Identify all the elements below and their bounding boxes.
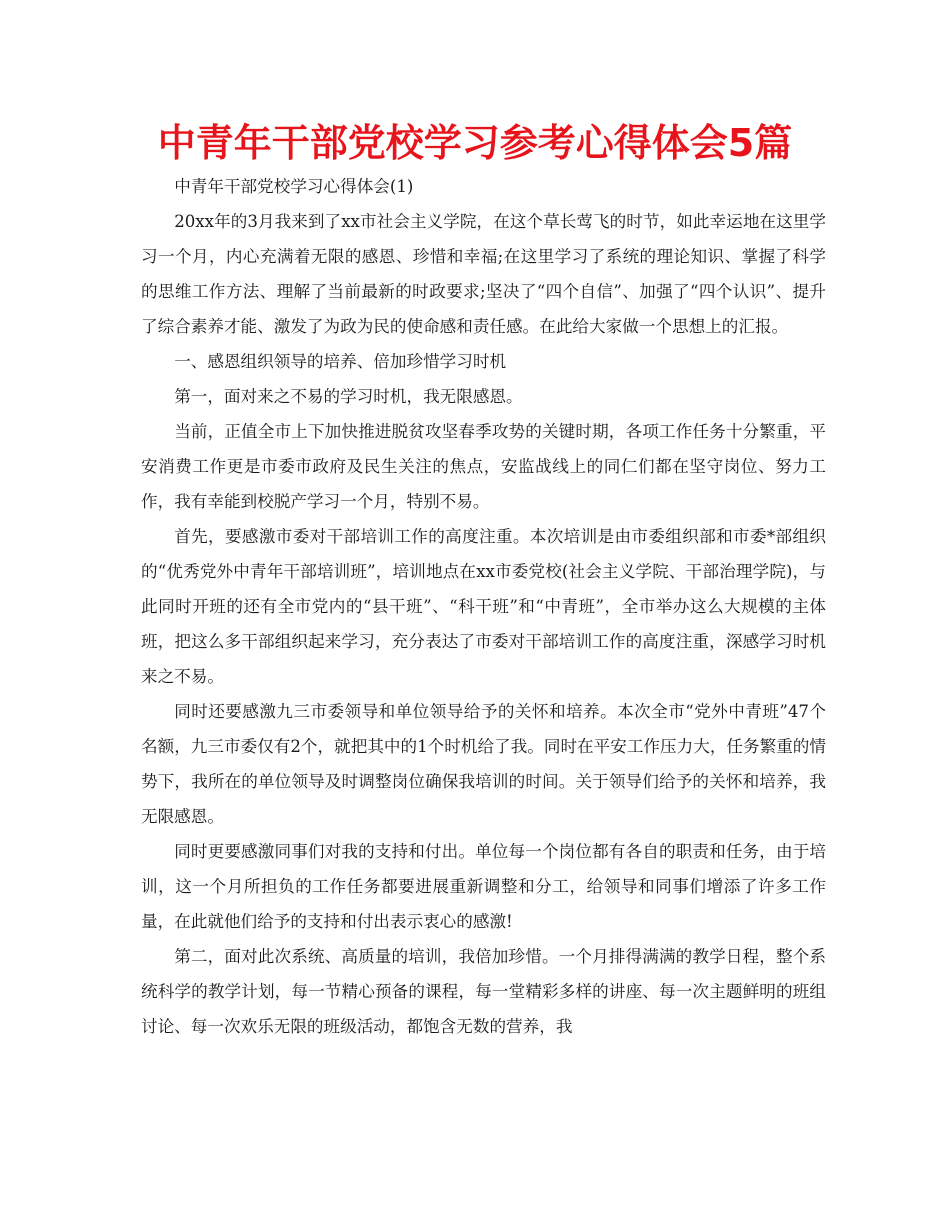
paragraph: 20xx年的3月我来到了xx市社会主义学院，在这个草长莺飞的时节，如此幸运地在这里学习一个月，内心充满着无限的感恩、珍惜和幸福;在这里学习了系统的理论知识、掌握了科学的思维工作方法、理解了当前最新的时政要求;坚决了“四个自信”、加强了“四个认识”、提升了综合素养才能、激发了为政为民的使命感和责任感。在此给大家做一个思想上的汇报。 [141, 212, 826, 336]
document-title: 中青年干部党校学习参考心得体会5篇 [157, 121, 793, 165]
paragraph-subtitle: 中青年干部党校学习心得体会(1) [174, 177, 414, 196]
document-body [141, 169, 826, 1044]
section-heading: 一、感恩组织领导的培养、倍加珍惜学习时机 [174, 352, 507, 371]
paragraph: 第二，面对此次系统、高质量的培训，我倍加珍惜。一个月排得满满的教学日程，整个系统科学的教学计划，每一节精心预备的课程，每一堂精彩多样的讲座、每一次主题鲜明的班组讨论、每一次欢乐无限的班级活动，都饱含无数的营养，我 [141, 947, 826, 1036]
paragraph: 同时还要感激九三市委领导和单位领导给予的关怀和培养。本次全市“党外中青班”47个名额，九三市委仅有2个，就把其中的1个时机给了我。同时在平安工作压力大，任务繁重的情势下，我所在的单位领导及时调整岗位确保我培训的时间。关于领导们给予的关怀和培养，我无限感恩。 [141, 702, 826, 826]
paragraph: 首先，要感激市委对干部培训工作的高度注重。本次培训是由市委组织部和市委*部组织的“优秀党外中青年干部培训班”，培训地点在xx市委党校(社会主义学院、干部治理学院)，与此同时开班的还有全市党内的“县干班”、“科干班”和“中青班”，全市举办这么大规模的主体班，把这么多干部组织起来学习，充分表达了市委对干部培训工作的高度注重，深感学习时机来之不易。 [141, 527, 826, 686]
paragraph: 第一，面对来之不易的学习时机，我无限感恩。 [174, 387, 523, 406]
paragraph: 同时更要感激同事们对我的支持和付出。单位每一个岗位都有各自的职责和任务，由于培训，这一个月所担负的工作任务都要进展重新调整和分工，给领导和同事们增添了许多工作量，在此就他们给予的支持和付出表示衷心的感激! [141, 842, 826, 931]
paragraph: 当前，正值全市上下加快推进脱贫攻坚春季攻势的关键时期，各项工作任务十分繁重，平安消费工作更是市委市政府及民生关注的焦点，安监战线上的同仁们都在坚守岗位、努力工作，我有幸能到校脱产学习一个月，特别不易。 [141, 422, 826, 511]
